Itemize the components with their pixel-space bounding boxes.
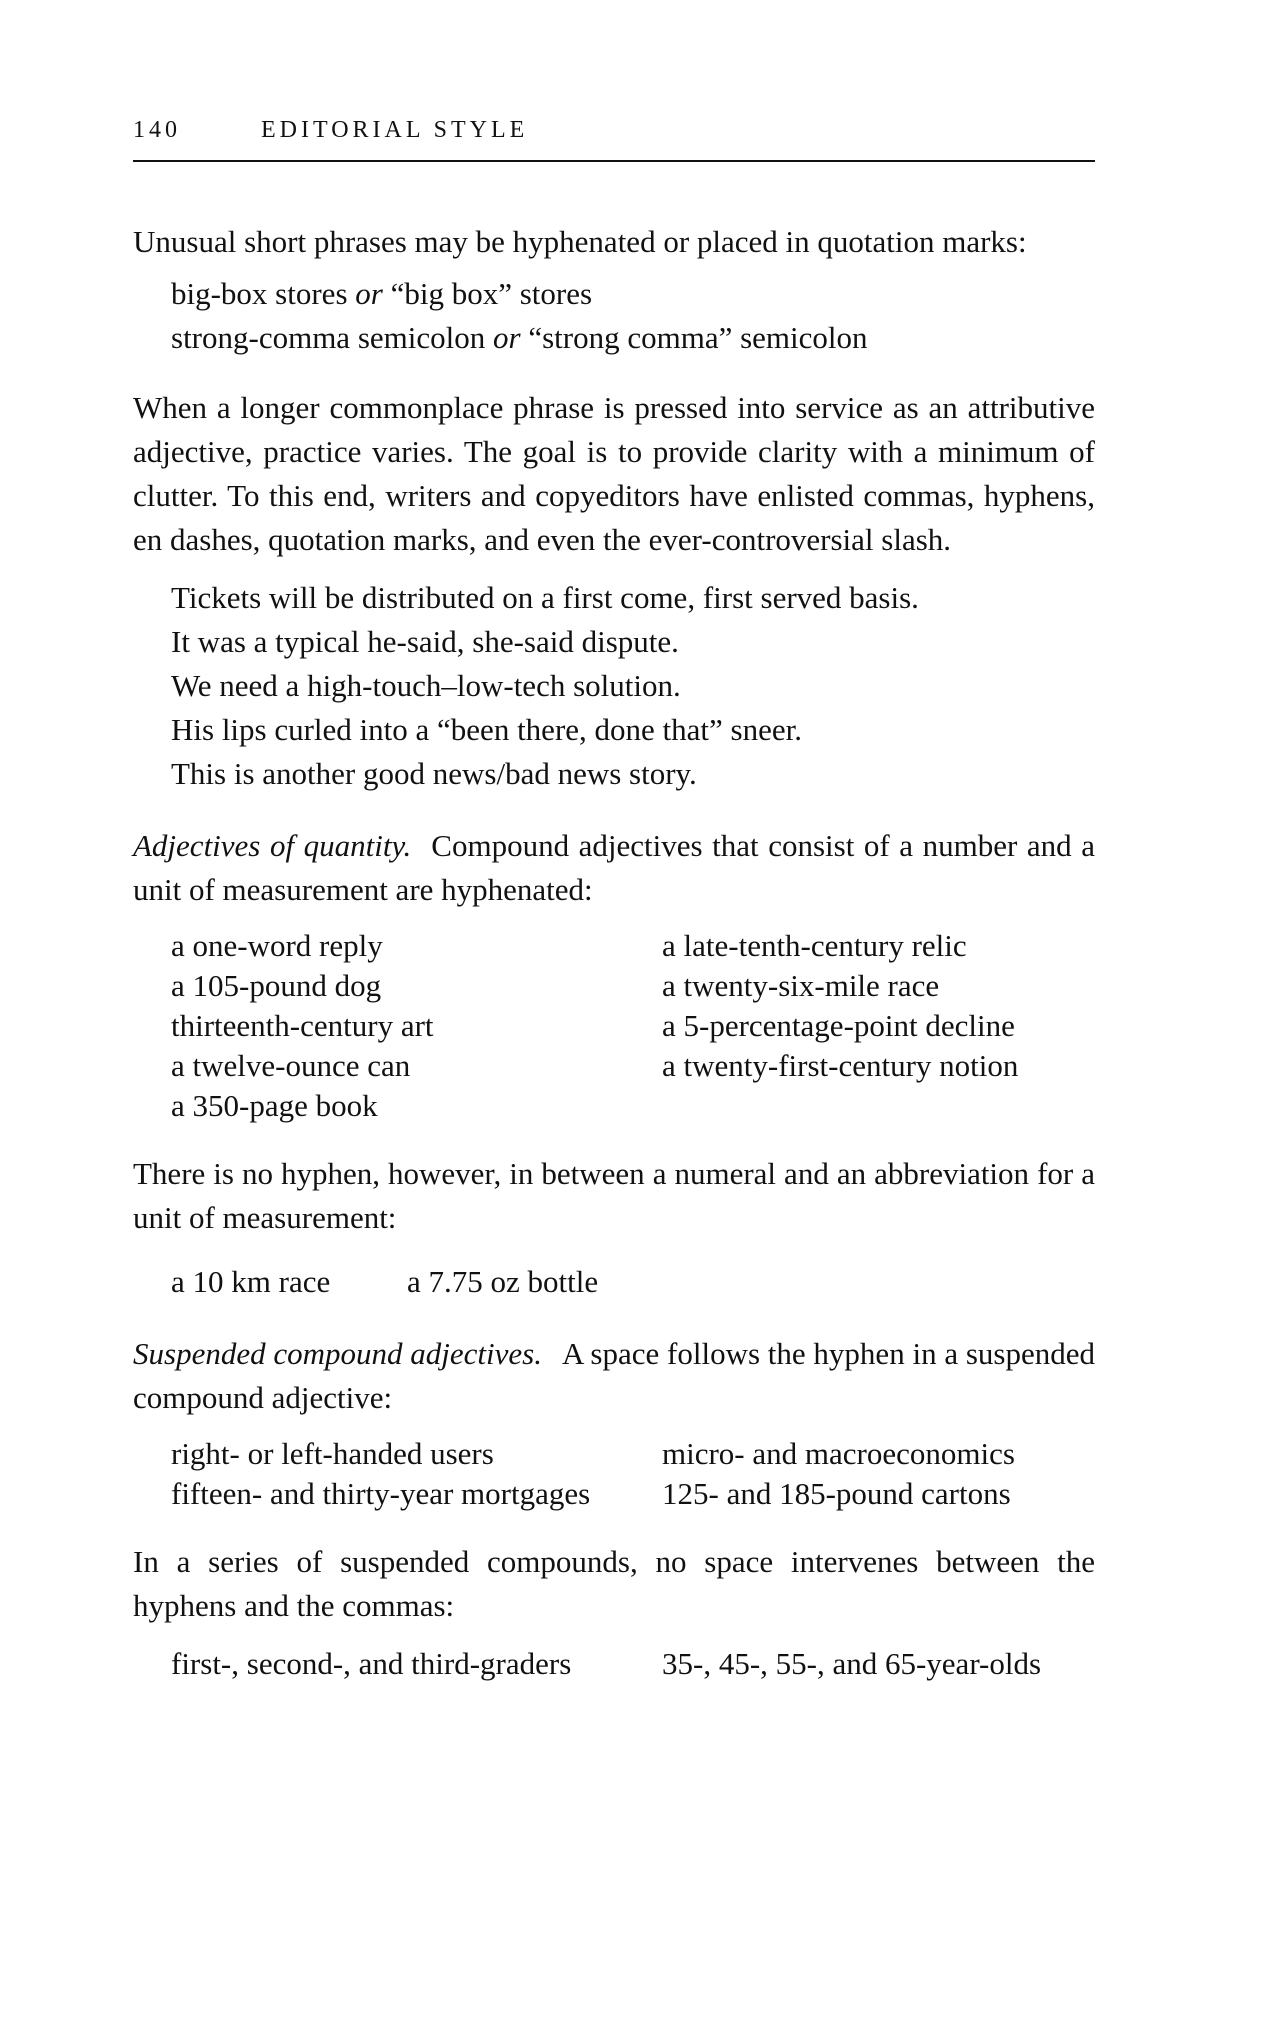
example-line: It was a typical he-said, she-said dispute.: [171, 624, 679, 659]
example-column-right: [662, 1644, 1095, 1684]
example-column-left: [171, 1434, 662, 1514]
series-paragraph: In a series of suspended compounds, no space intervenes between the hyphens and the commas:: [133, 1544, 1095, 1623]
example-column-right: [662, 926, 1095, 1126]
example-item: a twenty-six-mile race: [662, 968, 940, 1003]
example-item: a 7.75 oz bottle: [407, 1264, 599, 1299]
example-item: a one-word reply: [171, 928, 383, 963]
page-number: 140: [133, 117, 181, 143]
example-line: We need a high-touch–low-tech solution.: [171, 668, 681, 703]
runin-head: Suspended compound adjectives.: [133, 1336, 542, 1371]
example-item: a late-tenth-century relic: [662, 928, 967, 963]
example-item: 35-, 45-, 55-, and 65-year-olds: [662, 1646, 1042, 1681]
example-column-right: [662, 1434, 1095, 1514]
example-column-left: [171, 926, 662, 1126]
series-examples: [133, 1644, 1095, 1684]
example-line: Tickets will be distributed on a first come, first served basis.: [171, 580, 919, 615]
example-item: a 10 km race: [171, 1264, 331, 1299]
intro-paragraph: Unusual short phrases may be hyphenated or placed in quotation marks:: [133, 224, 1027, 259]
example-line: His lips curled into a “been there, done that” sneer.: [171, 712, 802, 747]
book-page: [133, 108, 1095, 1684]
example-item: a twenty-first-century notion: [662, 1048, 1019, 1083]
quantity-paragraph: Adjectives of quantity. Compound adjectives that consist of a number and a unit of measurement are hyphenated:: [133, 828, 1095, 907]
suspended-examples: [133, 1434, 1095, 1514]
example-item: first-, second-, and third-graders: [171, 1646, 572, 1681]
running-title: EDITORIAL STYLE: [261, 117, 529, 143]
example-line: strong-comma semicolon or “strong comma” semicolon: [171, 320, 868, 355]
example-item: micro- and macroeconomics: [662, 1436, 1015, 1471]
suspended-paragraph: Suspended compound adjectives. A space follows the hyphen in a suspended compound adjective:: [133, 1336, 1096, 1415]
example-item: thirteenth-century art: [171, 1008, 434, 1043]
example-item: a 105-pound dog: [171, 968, 382, 1003]
example-item: fifteen- and thirty-year mortgages: [171, 1476, 591, 1511]
example-column-left: [171, 1644, 662, 1684]
example-block-1: [133, 272, 1095, 360]
example-item: a 5-percentage-point decline: [662, 1008, 1015, 1043]
example-line: This is another good news/bad news story.: [171, 756, 697, 791]
example-line: big-box stores or “big box” stores: [171, 276, 593, 311]
example-item: a twelve-ounce can: [171, 1048, 411, 1083]
example-item: right- or left-handed users: [171, 1436, 494, 1471]
example-item: 125- and 185-pound cartons: [662, 1476, 1011, 1511]
running-head: [133, 108, 1095, 162]
abbreviation-examples: [133, 1260, 1095, 1304]
attributive-paragraph: When a longer commonplace phrase is pressed into service as an attributive adjective, practice varies. The goal is to provide clarity with a minimum of clutter. To this end, writers and copyeditors have enlisted commas, hyphens, en dashes, quotation marks, and even the ever-controversial slash.: [133, 390, 1095, 557]
runin-head: Adjectives of quantity.: [133, 828, 412, 863]
example-block-2: [133, 576, 1095, 796]
quantity-examples: [133, 926, 1095, 1126]
abbreviation-paragraph: There is no hyphen, however, in between a numeral and an abbreviation for a unit of measurement:: [133, 1156, 1095, 1235]
example-item: a 350-page book: [171, 1088, 378, 1123]
